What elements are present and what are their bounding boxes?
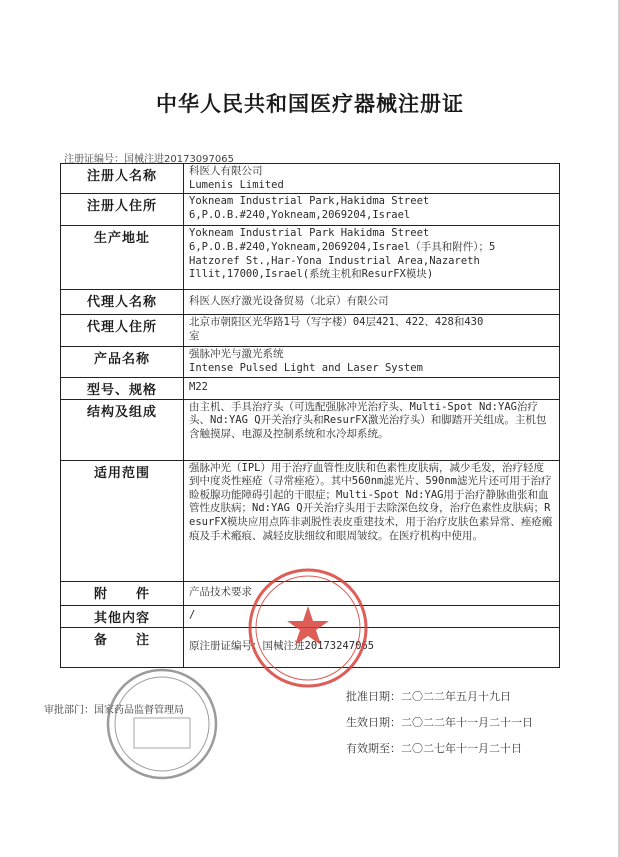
value-line: 科医人有限公司 bbox=[189, 165, 263, 177]
value-model-spec bbox=[184, 377, 560, 399]
label-scope: 适用范围 bbox=[61, 460, 184, 581]
label-registrant-name: 注册人名称 bbox=[61, 164, 184, 194]
value-text: 由主机、手具治疗头（可选配强脉冲光治疗头、Multi-Spot Nd:YAG治疗头、Nd:YAG Q开关治疗头和ResurFX激光治疗头）和脚踏开关组成。主机包含触摸屏、电源及控制系统和水冷却系统。 bbox=[189, 400, 547, 440]
label-agent-address: 代理人住所 bbox=[61, 315, 184, 347]
table-row bbox=[61, 347, 560, 377]
value-remarks bbox=[184, 627, 560, 667]
value-agent-name bbox=[184, 290, 560, 315]
value-line: M22 bbox=[189, 381, 208, 394]
table-row bbox=[61, 377, 560, 399]
value-other bbox=[184, 605, 560, 627]
value-line: 室 bbox=[189, 329, 200, 342]
label-registrant-address: 注册人住所 bbox=[61, 194, 184, 226]
value-line: Lumenis Limited bbox=[189, 178, 284, 191]
value-registrant-address bbox=[184, 194, 560, 226]
label-structure: 结构及组成 bbox=[61, 399, 184, 460]
value-line: 北京市朝阳区光华路1号（写字楼）04层421、422、428和430 bbox=[189, 316, 484, 329]
table-row bbox=[61, 399, 560, 460]
table-row bbox=[61, 194, 560, 226]
approval-date: 批准日期：二〇二二年五月十九日 bbox=[346, 690, 511, 703]
value-production-address bbox=[184, 226, 560, 290]
label-other: 其他内容 bbox=[61, 605, 184, 627]
registration-number: 注册证编号：国械注进20173097065 bbox=[64, 154, 234, 165]
value-line: 产品技术要求 bbox=[189, 586, 252, 599]
value-scope bbox=[184, 460, 560, 581]
authority-seal bbox=[104, 666, 220, 782]
value-line: 科医人医疗激光设备贸易（北京）有限公司 bbox=[189, 295, 389, 308]
date-block bbox=[346, 688, 533, 766]
effective-date: 生效日期：二〇二二年十一月二十一日 bbox=[346, 716, 533, 729]
label-agent-name: 代理人名称 bbox=[61, 290, 184, 315]
value-line: 原注册证编号：国械注进20173247065 bbox=[189, 640, 375, 653]
value-line: Yokneam Industrial Park,Hakidma Street bbox=[189, 195, 430, 208]
value-agent-address bbox=[184, 315, 560, 347]
value-text: 强脉冲光（IPL）用于治疗血管性皮肤和色素性皮肤病，减少毛发，治疗轻度到中度炎性痤疮（寻常痤疮）。其中560nm滤光片、590nm滤光片还可用于治疗睑板腺功能障碍引起的干眼症；Multi-Spot Nd:YAG用于治疗静脉曲张和血管性皮肤病；Nd:YAG Q开关治疗头用于去除深色纹身，治疗色素性皮肤病；ResurFX模块应用点阵非剥脱性表皮重建技术，用于治疗皮肤色素异常、痤疮瘢痕及手术瘢痕、减轻皮肤细纹和眼周皱纹。在医疗机构中使用。 bbox=[189, 461, 553, 542]
value-line: Yokneam Industrial Park Hakidma Street bbox=[189, 227, 430, 240]
table-row bbox=[61, 164, 560, 194]
value-line: Illit,17000,Israel(系统主机和ResurFX模块) bbox=[189, 268, 434, 281]
table-row bbox=[61, 315, 560, 347]
label-production-address: 生产地址 bbox=[61, 226, 184, 290]
approving-authority: 审批部门：国家药品监督管理局 bbox=[44, 705, 184, 716]
label-attachment: 附 件 bbox=[61, 581, 184, 605]
label-remarks: 备 注 bbox=[61, 627, 184, 667]
table-row bbox=[61, 290, 560, 315]
value-line: 6,P.O.B.#240,Yokneam,2069204,Israel（手具和附件）；5 bbox=[189, 240, 496, 253]
value-attachment bbox=[184, 581, 560, 605]
value-line: Hatzoref St.,Har-Yona Industrial Area,Nazareth bbox=[189, 254, 480, 267]
value-structure bbox=[184, 399, 560, 460]
value-line: 6,P.O.B.#240,Yokneam,2069204,Israel bbox=[189, 208, 411, 221]
table-row bbox=[61, 460, 560, 581]
value-line: Intense Pulsed Light and Laser System bbox=[189, 361, 423, 374]
company-seal bbox=[246, 566, 370, 690]
document-title: 中华人民共和国医疗器械注册证 bbox=[156, 91, 464, 116]
label-model-spec: 型号、规格 bbox=[61, 377, 184, 399]
value-line: 强脉冲光与激光系统 bbox=[189, 348, 284, 361]
label-product-name: 产品名称 bbox=[61, 347, 184, 377]
value-product-name bbox=[184, 347, 560, 377]
table-row bbox=[61, 226, 560, 290]
value-line: / bbox=[189, 609, 196, 622]
value-registrant-name bbox=[184, 164, 560, 194]
expiry-date: 有效期至：二〇二七年十一月二十日 bbox=[346, 742, 522, 755]
